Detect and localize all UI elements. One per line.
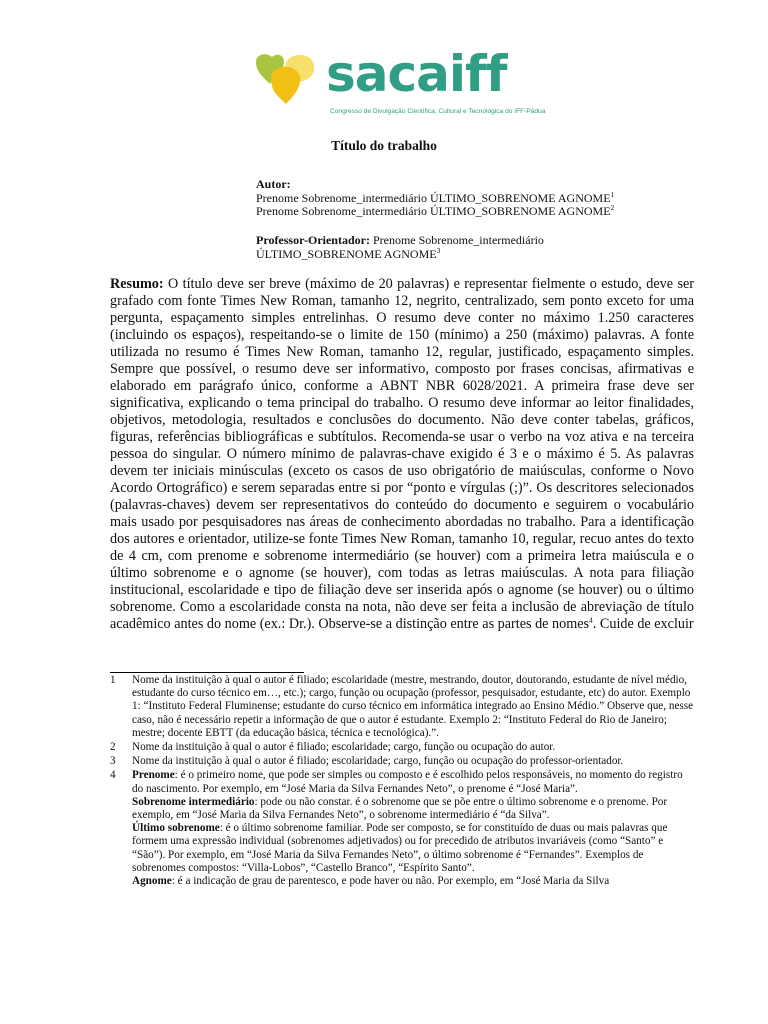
footnote-number: 2 [110, 741, 116, 754]
yellow-bubble-icon [271, 67, 300, 104]
speech-bubbles-logo-icon [250, 52, 326, 114]
footnote-ref[interactable]: 3 [436, 245, 441, 255]
footnote-term: Agnome [132, 875, 172, 888]
footnote [110, 755, 694, 768]
authors-label: Autor: [256, 177, 291, 191]
footnote-ref[interactable]: 2 [610, 203, 615, 213]
footnote-term: Último sobrenome [132, 822, 220, 835]
advisor-line: Professor-Orientador: Prenome Sobrenome_intermediário [256, 233, 544, 247]
footnote-entry: Agnome: é a indicação de grau de parentesco, e pode haver ou não. Por exemplo, em “José Maria da Silva [132, 875, 610, 888]
footnote-ref[interactable]: 1 [610, 189, 615, 199]
logo-wordmark: sacaiff [326, 45, 507, 103]
footnote [110, 741, 694, 754]
footnote-entry: Prenome: é o primeiro nome, que pode ser simples ou composto e é escolhido pelos responsáveis, no momento do registro do nascimento. Por exemplo, em “José Maria da Silva Fernandes Neto”, o prenome é “José Maria”. [132, 769, 683, 795]
footnote-number: 1 [110, 674, 116, 686]
sacaiff-logo [250, 45, 550, 120]
advisor-label: Professor-Orientador: [256, 233, 370, 247]
document-title: Título do trabalho [331, 138, 437, 153]
footnote-entry: Sobrenome intermediário: pode ou não constar. é o sobrenome que se põe entre o último sobrenome e o prenome. Por exemplo, em “José Maria da Silva Fernandes Neto”, o sobrenome intermediário é “da Silva”. [132, 795, 668, 822]
footnote-text: Nome da instituição à qual o autor é filiado; escolaridade; cargo, função ou ocupação do professor-orientador. [132, 755, 624, 768]
footnote-term: Sobrenome intermediário [132, 795, 255, 808]
footnote-number: 4 [110, 769, 116, 782]
footnotes [110, 674, 694, 889]
abstract-paragraph: Resumo: O título deve ser breve (máximo de 20 palavras) e representar fielmente o estudo, deve ser grafado com fonte Times New Roman, tamanho 12, negrito, centralizado, sem ponto exceto for uma pergunta, espaçamento simples entrelinhas. O resumo deve conter no máximo 1.250 caracteres (incluindo os espaços), respeitando-se o limite de 150 (mínimo) a 250 (máximo) palavras. A fonte utilizada no resumo é Times New Roman, tamanho 12, regular, justificado, espaçamento simples. Sempre que possível, o resumo deve ser informativo, composto por frases concisas, afirmativas e elaborado em parágrafo único, conforme a ABNT NBR 6028/2021. A primeira frase deve ser significativa, explicando o tema principal do trabalho. O resumo deve informar ao leitor finalidades, objetivos, metodologia, resultados e conclusões do documento. Não deve conter tabelas, gráficos, figuras, referências bibliográficas e subtítulos. Recomenda-se usar o verbo na voz ativa e na terceira pessoa do singular. O número mínimo de palavras-chave exigido é 3 e o máximo é 5. As palavras devem ter iniciais minúsculas (exceto os casos de uso obrigatório de maiúsculas, conforme o Novo Acordo Ortográfico) e serem separadas entre si por “ponto e vírgulas (;)”. Os descritores selecionados (palavras-chaves) devem ser representativos do conteúdo do documento e seguirem o vocabulário mais usado por pesquisadores nas áreas de conhecimento abordadas no trabalho. Para a identificação dos autores e orientador, utilize-se fonte Times New Roman, tamanho 10, regular, recuo antes do texto de 4 cm, com prenome e sobrenome intermediário (se houver) com a primeira letra maiúscula e o último sobrenome e o agnome (se houver), com todas as letras maiúsculas. A nota para filiação institucional, escolaridade e tipo de filiação deve ser inserida após o agnome (se houver) ou o último sobrenome. Como a escolaridade consta na nota, não deve ser feita a inclusão de abreviação de título acadêmico antes do nome (ex.: Dr.). Observe-se a distinção entre as partes de nomes$^4$. Cuide de excluir [110, 276, 694, 632]
authors-block [256, 178, 614, 219]
footnote-number: 3 [110, 755, 116, 768]
footnote [110, 674, 694, 740]
advisor-block [256, 234, 676, 261]
footnote-term: Prenome [132, 769, 175, 782]
footnote-entry: Último sobrenome: é o último sobrenome familiar. Pode ser composto, se for constituído de duas ou mais palavras que formem uma expressão individual (sobrenomes adjetivados) ou for precedido de atributos invariáveis (como “Santo” e “São”). Por exemplo, em “José Maria da Silva Fernandes Neto”, o último sobrenome é “Fernandes”. Exemplos de sobrenomes compostos: “Villa-Lobos”, “Castello Branco”, “Espírito Santo”. [132, 822, 668, 874]
footnote-ref[interactable]: 4 [589, 615, 593, 625]
advisor-line: ÚLTIMO_SOBRENOME AGNOME$^3$ [256, 245, 441, 261]
footnote-text: Nome da instituição à qual o autor é filiado; escolaridade (mestre, mestrando, doutor, doutorando, estudante de nível médio, estudante do curso técnico em…, etc.); cargo, função ou ocupação (professor, pesquisador, estudante, etc) do autor. Exemplo 1: “Instituto Federal Fluminense; estudante do curso técnico em informática integrado ao Ensino Médio.” Observe que, nesse caso, não é necessário repetir a informação de que o autor é estudante. Exemplo 2: “Instituto Federal do Rio de Janeiro; mestre; docente EBTT (da educação básica, técnica e tecnológica).”. [132, 674, 694, 739]
author-line: Prenome Sobrenome_intermediário ÚLTIMO_SOBRENOME AGNOME$^1$ [256, 189, 615, 205]
author-line: Prenome Sobrenome_intermediário ÚLTIMO_SOBRENOME AGNOME$^2$ [256, 203, 615, 219]
logo-tagline: Congresso de Divulgação Científica, Cultural e Tecnológica do IFF-Pádua [330, 108, 546, 115]
footnote-separator [110, 672, 304, 673]
footnote-text: Nome da instituição à qual o autor é filiado; escolaridade; cargo, função ou ocupação do autor. [132, 741, 556, 754]
abstract-label: Resumo: [110, 276, 164, 292]
footnote [110, 769, 694, 888]
